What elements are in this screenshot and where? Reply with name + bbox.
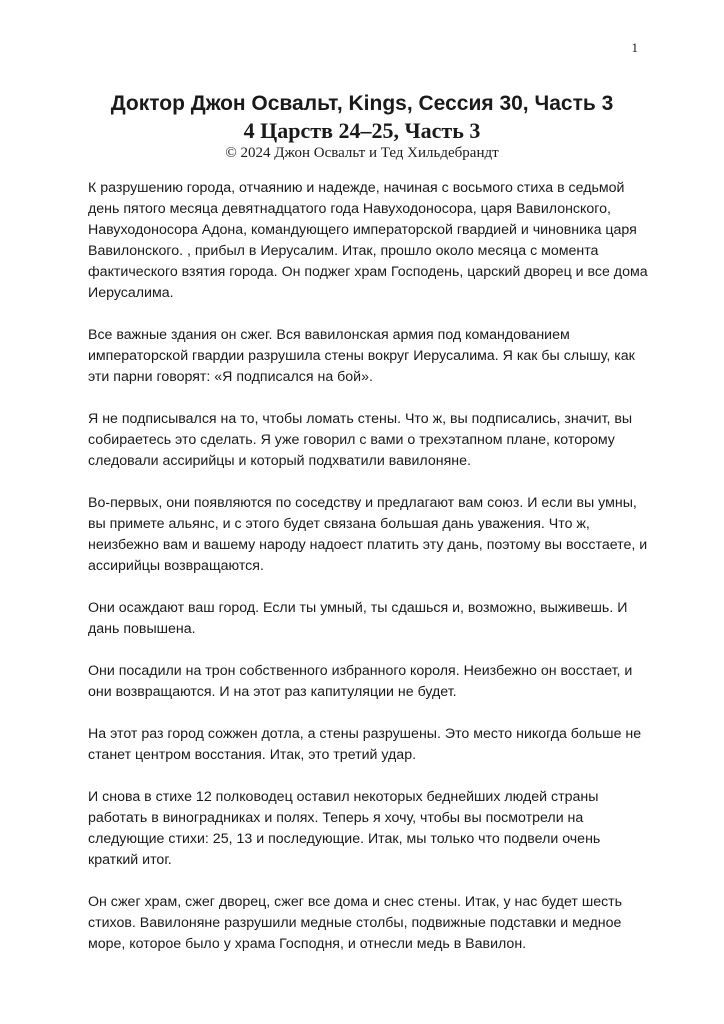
document-subtitle: 4 Царств 24–25, Часть 3 [243, 118, 481, 143]
paragraph: Они посадили на трон собственного избранного короля. Неизбежно он восстает, и они возвращаются. И на этот раз капитуляции не будет. [88, 663, 633, 700]
document-body [88, 178, 648, 976]
paragraph: Во-первых, они появляются по соседству и предлагают вам союз. И если вы умны, вы примете альянс, и с этого будет связана большая дань уважения. Что ж, неизбежно вам и вашему народу надоест платить эту дань, поэтому вы восстаете, и ассирийцы возвращаются. [88, 495, 648, 574]
copyright-line: © 2024 Джон Освальт и Тед Хильдебрандт [225, 145, 499, 161]
document-title: Доктор Джон Освальт, Kings, Сессия 30, Часть 3 [110, 92, 614, 115]
paragraph: К разрушению города, отчаянию и надежде, начиная с восьмого стиха в седьмой день пятого месяца девятнадцатого года Навуходоносора, царя Вавилонского, Навуходоносора Адона, командующего императорской гвардией и чиновника царя Вавилонского. , прибыл в Иерусалим. Итак, прошло около месяца с момента фактического взятия города. Он поджег храм Господень, царский дворец и все дома Иерусалима. [88, 180, 648, 301]
paragraph: На этот раз город сожжен дотла, а стены разрушены. Это место никогда больше не станет центром восстания. Итак, это третий удар. [88, 726, 642, 763]
paragraph: Я не подписывался на то, чтобы ломать стены. Что ж, вы подписались, значит, вы собираетесь это сделать. Я уже говорил с вами о трехэтапном плане, которому следовали ассирийцы и который подхватили вавилоняне. [88, 411, 633, 469]
page-number: 1 [631, 40, 638, 55]
paragraph: Все важные здания он сжег. Вся вавилонская армия под командованием императорской гвардии разрушила стены вокруг Иерусалима. Я как бы слышу, как эти парни говорят: «Я подписался на бой». [88, 327, 635, 385]
paragraph: Они осаждают ваш город. Если ты умный, ты сдашься и, возможно, выживешь. И дань повышена. [88, 600, 628, 637]
document-header [60, 90, 664, 162]
paragraph: Он сжег храм, сжег дворец, сжег все дома и снес стены. Итак, у нас будет шесть стихов. Вавилоняне разрушили медные столбы, подвижные подставки и медное море, которое было у храма Господня, и отнесли медь в Вавилон. [88, 894, 623, 952]
paragraph: И снова в стихе 12 полководец оставил некоторых беднейших людей страны работать в виноградниках и полях. Теперь я хочу, чтобы вы посмотрели на следующие стихи: 25, 13 и последующие. Итак, мы только что подвели очень краткий итог. [88, 789, 601, 868]
